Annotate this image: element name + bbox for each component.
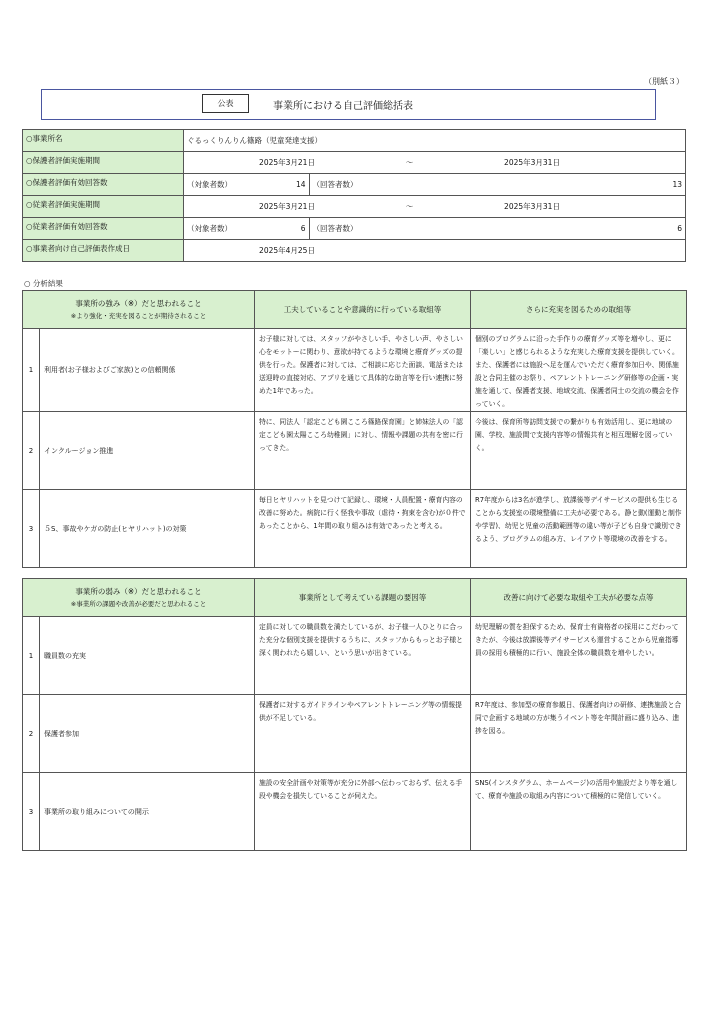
staff-count-label: ○従業者評価有効回答数 — [23, 218, 184, 240]
row-further: R7年度からは3名が進学し、放課後等デイサービスの提供も生じることから支援室の環境整備に工夫が必要である。静と動(運動と制作や学習)、幼児と児童の活動範囲等の違い等が子ども自身で識別できるよう、プログラムの組み方、レイアウト等環境の改善をする。 — [471, 490, 687, 568]
weaknesses-cause-header: 事業所として考えている課題の要因等 — [255, 579, 471, 617]
table-row — [23, 773, 687, 851]
analysis-label: ○ 分析結果 — [24, 279, 63, 288]
table-row — [23, 617, 687, 695]
staff-period — [184, 196, 686, 218]
table-row — [23, 329, 687, 412]
parent-period-sep: ～ — [405, 158, 414, 167]
weaknesses-head-title: 事業所の弱み（※）だと思われること — [75, 586, 202, 596]
created-date — [184, 240, 686, 262]
parent-respond — [309, 174, 686, 196]
parent-target-value: 14 — [295, 180, 306, 189]
parent-period — [184, 152, 686, 174]
document-title: 事業所における自己評価総括表 — [273, 101, 413, 112]
parent-period-start: 2025年3月21日 — [259, 158, 315, 167]
row-number: 2 — [23, 412, 40, 490]
parent-period-end: 2025年3月31日 — [504, 158, 560, 167]
row-effort: 毎日ヒヤリハットを見つけて記録し、環境・人員配置・療育内容の改善に努めた。病院に行く怪我や事故（虐待・拘束を含む)が０件であったことから、1年間の取り組みは有効であったと考える。 — [255, 490, 471, 568]
table-row — [23, 490, 687, 568]
staff-period-sep: ～ — [405, 202, 414, 211]
strengths-head-title: 事業所の強み（※）だと思われること — [75, 298, 202, 308]
parent-period-label: ○保護者評価実施期間 — [23, 152, 184, 174]
row-effort: 特に、同法人「認定こども園こころ篠路保育園」と姉妹法人の「認定こども園太陽こころ幼稚園」に対し、情報や課題の共有を密に行ってきた。 — [255, 412, 471, 490]
row-number: 3 — [23, 773, 40, 851]
parent-count-label: ○保護者評価有効回答数 — [23, 174, 184, 196]
target-label: （対象者数） — [187, 224, 232, 233]
weaknesses-improve-header: 改善に向けて必要な取組や工夫が必要な点等 — [471, 579, 687, 617]
public-tag: 公表 — [202, 94, 249, 113]
row-cause: 施設の安全計画や対策等が充分に外部へ伝わっておらず、伝える手段や機会を損失していることが伺えた。 — [255, 773, 471, 851]
row-further: 今後は、保育所等訪問支援での繋がりも有効活用し、更に地域の園、学校、施設間で支援内容等の情報共有と相互理解を図っていく。 — [471, 412, 687, 490]
strengths-table — [22, 290, 687, 568]
target-label: （対象者数） — [187, 180, 232, 189]
weaknesses-head-sub: ※事業所の課題や改善が必要だと思われること — [70, 599, 207, 608]
staff-period-label: ○従業者評価実施期間 — [23, 196, 184, 218]
staff-period-start: 2025年3月21日 — [259, 202, 315, 211]
row-improve: R7年度は、参加型の療育参観日、保護者向けの研修、連携施設と合同で企画する地域の方が集うイベント等を年間計画に盛り込み、進捗を図る。 — [471, 695, 687, 773]
row-cause: 定員に対しての職員数を満たしているが、お子様一人ひとりに合った充分な個別支援を提供するうちに、スタッフからもっとお子様と深く関われたら嬉しい、という思いが出きている。 — [255, 617, 471, 695]
row-item: 利用者(お子様およびご家族)との信頼関係 — [40, 329, 255, 412]
staff-respond-value: 6 — [677, 224, 682, 233]
row-number: 3 — [23, 490, 40, 568]
strengths-head-sub: ※より強化・充実を図ることが期待されること — [70, 311, 207, 320]
row-number: 1 — [23, 617, 40, 695]
row-item: ５S、事故やケガの防止(ヒヤリハット)の対策 — [40, 490, 255, 568]
row-item: 事業所の取り組みについての開示 — [40, 773, 255, 851]
row-number: 1 — [23, 329, 40, 412]
respond-label: （回答者数） — [312, 180, 358, 189]
row-item: 保護者参加 — [40, 695, 255, 773]
strengths-effort-header: 工夫していることや意識的に行っている取組等 — [255, 291, 471, 329]
row-item: インクルージョン推進 — [40, 412, 255, 490]
parent-respond-value: 13 — [672, 180, 682, 189]
staff-target — [184, 218, 310, 240]
table-row — [23, 695, 687, 773]
row-improve: SNS(インスタグラム、ホームページ)の活用や施設だより等を通して、療育や施設の取組み内容について積極的に発信していく。 — [471, 773, 687, 851]
row-cause: 保護者に対するガイドラインやペアレントトレーニング等の情報提供が不足している。 — [255, 695, 471, 773]
row-further: 個別のプログラムに沿った手作りの療育グッズ等を増やし、更に「楽しい」と感じられるような充実した療育支援を提供していく。また、保護者には施設へ足を運んでいただく療育参加日や、関係施設と合同主催のお祭り、ペアレントトレーニング研修等の企画・実施を通して、保護者支援、地域交流、保護者同士の交流の機会を作っていく。 — [471, 329, 687, 412]
staff-period-end: 2025年3月31日 — [504, 202, 560, 211]
appendix-label: （別紙３） — [644, 77, 684, 86]
facility-label: ○事業所名 — [23, 130, 184, 152]
strengths-header — [23, 291, 255, 329]
parent-target — [184, 174, 310, 196]
row-item: 職員数の充実 — [40, 617, 255, 695]
weaknesses-header — [23, 579, 255, 617]
staff-target-value: 6 — [300, 224, 306, 233]
created-value: 2025年4月25日 — [259, 246, 315, 255]
row-effort: お子様に対しては、スタッフがやさしい手、やさしい声、やさしい心をモットーに関わり、意欲が持てるような環境と療育グッズの提供を行った。保護者に対しては、ご相談に応じた面談、電話または送迎時の直接対応、アプリを通じて具体的な助言等を行い連携に努めた1年であった。 — [255, 329, 471, 412]
created-label: ○事業者向け自己評価表作成日 — [23, 240, 184, 262]
row-number: 2 — [23, 695, 40, 773]
row-improve: 幼児理解の質を担保するため、保育士有資格者の採用にこだわってきたが、今後は放課後等デイサービスも運営することから児童指導員の採用も積極的に行い、施設全体の職員数を増やしたい。 — [471, 617, 687, 695]
staff-respond — [309, 218, 686, 240]
respond-label: （回答者数） — [312, 224, 358, 233]
facility-value: ぐるっくりんりん篠路（児童発達支援） — [184, 130, 686, 152]
info-table — [22, 129, 686, 262]
strengths-further-header: さらに充実を図るための取組等 — [471, 291, 687, 329]
weaknesses-table — [22, 578, 687, 851]
table-row — [23, 412, 687, 490]
